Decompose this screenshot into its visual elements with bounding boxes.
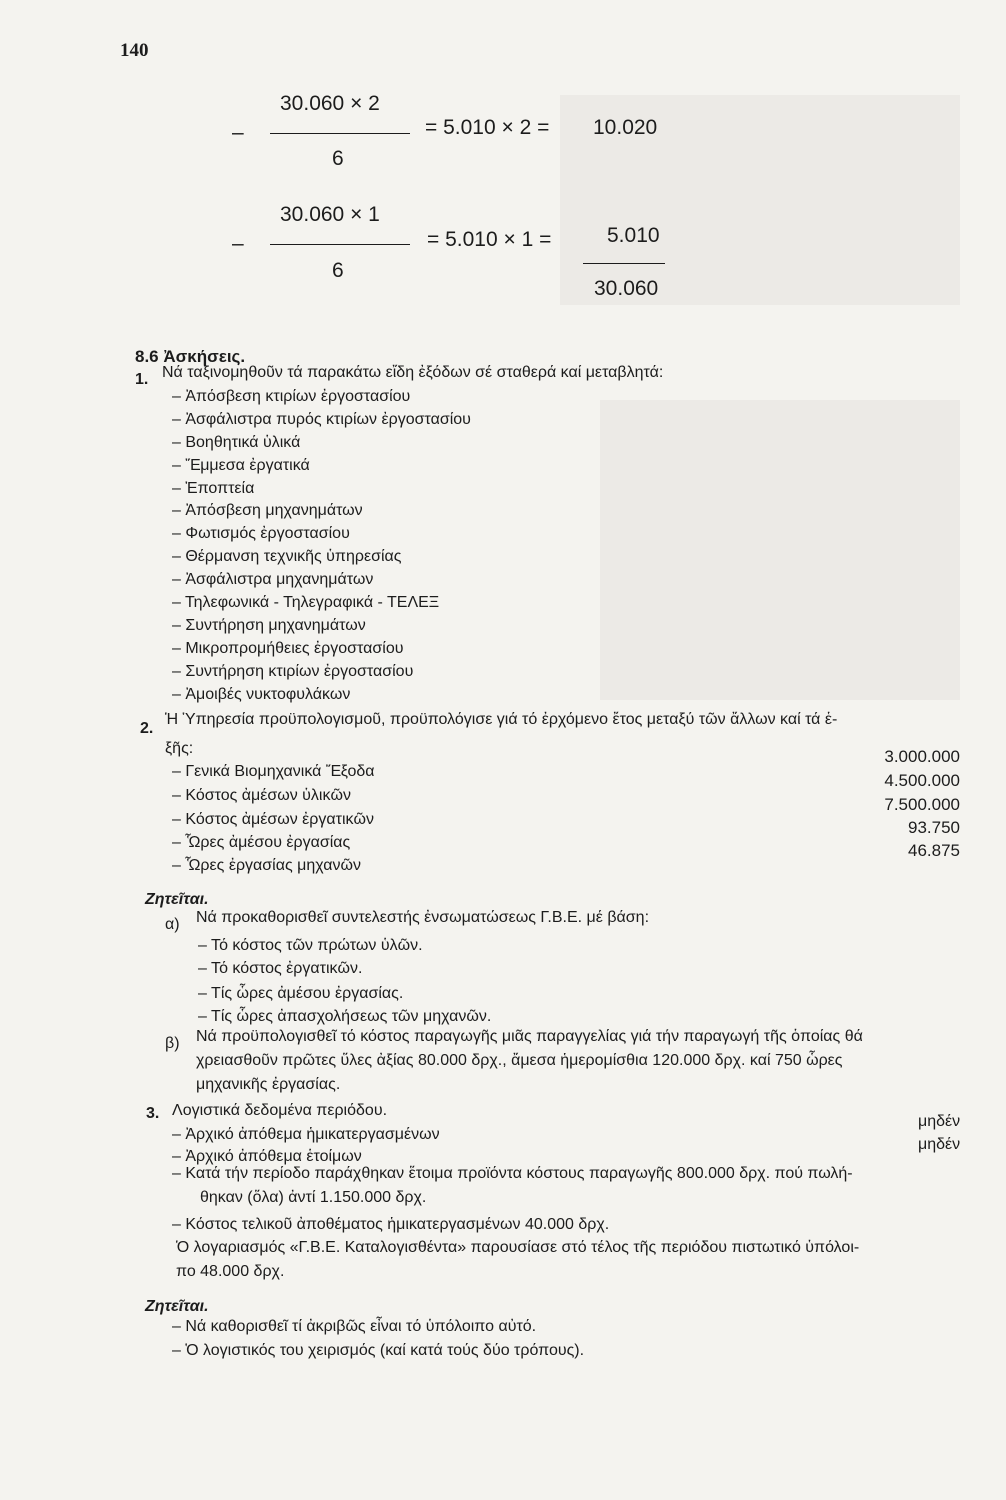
- list-item: – Τίς ὧρες ἀπασχολήσεως τῶν μηχανῶν.: [198, 1008, 492, 1025]
- list-item: – Νά καθορισθεῖ τί ἀκριβῶς εἶναι τό ὑπόλοιπο αὐτό.: [172, 1318, 537, 1335]
- list-item: – Ἀπόσβεση κτιρίων ἐργοστασίου: [172, 388, 411, 405]
- ex3-item3-line1: – Κατά τήν περίοδο παράχθηκαν ἕτοιμα προϊόντα κόστους παραγωγῆς 800.000 δρχ. πού πωλή-: [172, 1165, 853, 1182]
- ex2-item-value: 93.750: [908, 818, 960, 837]
- ex2-b-label: β): [165, 1035, 180, 1052]
- ex3-item1-value: μηδέν: [918, 1113, 961, 1130]
- ex3-item3-line2: θηκαν (ὅλα) ἀντί 1.150.000 δρχ.: [200, 1189, 427, 1206]
- ex2-item-label: – Κόστος ἀμέσων ἐργατικῶν: [172, 811, 375, 828]
- list-item: – Ἀμοιβές νυκτοφυλάκων: [172, 685, 351, 703]
- ex2-intro-line1: Ἡ Ὑπηρεσία προϋπολογισμοῦ, προϋπολόγισε γιά τό ἐρχόμενο ἔτος μεταξύ τῶν ἄλλων καί τά ἑ-: [165, 711, 838, 728]
- ex2-item-label: – Κόστος ἀμέσων ὑλικῶν: [172, 787, 351, 804]
- calc-row1-value: 10.020: [593, 116, 658, 139]
- list-item: – Ἀσφάλιστρα πυρός κτιρίων ἐργοστασίου: [172, 410, 471, 428]
- calc-total-rule: [583, 263, 665, 264]
- ex2-b-line2: χρειασθοῦν πρῶτες ὕλες ἀξίας 80.000 δρχ., ἄμεσα ἡμερομίσθια 120.000 δρχ. καί 750 ὧρες: [196, 1052, 843, 1069]
- ex3-item2-value: μηδέν: [918, 1136, 961, 1153]
- calc-row2-value: 5.010: [607, 224, 660, 247]
- ex2-item-value: 7.500.000: [884, 795, 960, 814]
- ex2-item-value: 46.875: [908, 841, 960, 860]
- calc-row2-denominator: 6: [332, 259, 344, 282]
- ex3-note-line2: πο 48.000 δρχ.: [176, 1263, 285, 1280]
- list-item: – Ἀσφάλιστρα μηχανημάτων: [172, 571, 374, 589]
- list-item: – Τό κόστος τῶν πρώτων ὑλῶν.: [198, 937, 423, 954]
- ex2-intro-line2: ξῆς:: [165, 740, 194, 757]
- list-item: – Συντήρηση μηχανημάτων: [172, 616, 366, 634]
- calc-row1-denominator: 6: [332, 147, 344, 170]
- list-item: – Τίς ὧρες ἀμέσου ἐργασίας.: [198, 985, 404, 1002]
- list-item: – Ἀπόσβεση μηχανημάτων: [172, 502, 363, 520]
- ex1-list: [172, 386, 471, 706]
- calc-row1-result: = 5.010 × 2 =: [425, 116, 550, 139]
- list-item: – Ἐποπτεία: [172, 479, 255, 497]
- ex3-item2: – Ἀρχικό ἀπόθεμα ἑτοίμων: [172, 1148, 362, 1165]
- section-title: 8.6 Ἀσκήσεις.: [135, 347, 246, 366]
- ex3-intro: Λογιστικά δεδομένα περιόδου.: [172, 1102, 388, 1119]
- list-item: – Τηλεφωνικά - Τηλεγραφικά - ΤΕΛΕΞ: [172, 594, 440, 612]
- ex1-number: 1.: [135, 371, 149, 388]
- list-item: – Τό κόστος ἐργατικῶν.: [198, 960, 363, 977]
- ex2-a-label: α): [165, 916, 180, 933]
- ex2-item-label: – Ὧρες ἐργασίας μηχανῶν: [172, 857, 361, 874]
- calc-row2-minus: –: [232, 232, 244, 255]
- calc-row1-minus: –: [232, 121, 244, 144]
- ex3-required-heading: Ζητεῖται.: [145, 1298, 209, 1315]
- ex2-required-heading: Ζητεῖται.: [145, 891, 209, 908]
- list-item: – Συντήρηση κτιρίων ἐργοστασίου: [172, 662, 414, 680]
- ex3-item4: – Κόστος τελικοῦ ἀποθέματος ἡμικατεργασμένων 40.000 δρχ.: [172, 1216, 610, 1233]
- ex3-note-line1: Ὁ λογαριασμός «Γ.Β.Ε. Καταλογισθέντα» παρουσίασε στό τέλος τῆς περιόδου πιστωτικό ὑπόλοι-: [176, 1239, 860, 1256]
- calc-row2-result: = 5.010 × 1 =: [427, 228, 552, 251]
- ex2-a-text: Νά προκαθορισθεῖ συντελεστής ἐνσωματώσεως Γ.Β.Ε. μέ βάση:: [196, 909, 650, 926]
- calc-row2-numerator: 30.060 × 1: [280, 203, 380, 226]
- ex2-item-label: – Γενικά Βιομηχανικά Ἔξοδα: [172, 763, 375, 780]
- calc-row1-numerator: 30.060 × 2: [280, 92, 380, 115]
- ex2-b-line1: Νά προϋπολογισθεῖ τό κόστος παραγωγῆς μιᾶς παραγγελίας γιά τήν παραγωγή τῆς ὁποίας θά: [196, 1028, 863, 1045]
- list-item: – Θέρμανση τεχνικῆς ὑπηρεσίας: [172, 548, 402, 566]
- ex2-item-label: – Ὧρες ἀμέσου ἐργασίας: [172, 834, 351, 851]
- page-number: 140: [120, 40, 149, 61]
- calc-total: 30.060: [594, 277, 659, 300]
- ex2-item-value: 4.500.000: [884, 771, 960, 790]
- ex2-number: 2.: [140, 720, 154, 737]
- list-item: – Φωτισμός ἐργοστασίου: [172, 525, 350, 543]
- ex2-b-line3: μηχανικῆς ἐργασίας.: [196, 1076, 341, 1093]
- ex2-item-value: 3.000.000: [884, 747, 960, 766]
- bleed-through-block: [600, 400, 960, 700]
- list-item: – Βοηθητικά ὑλικά: [172, 433, 301, 451]
- ex3-item1: – Ἀρχικό ἀπόθεμα ἡμικατεργασμένων: [172, 1126, 440, 1143]
- calc-row2-fraction-bar: [270, 244, 410, 245]
- ex3-number: 3.: [146, 1105, 160, 1122]
- list-item: – Μικροπρομήθειες ἐργοστασίου: [172, 639, 404, 657]
- calc-row1-fraction-bar: [270, 133, 410, 134]
- ex1-intro: Νά ταξινομηθοῦν τά παρακάτω εἴδη ἐξόδων σέ σταθερά καί μεταβλητά:: [162, 364, 664, 381]
- list-item: – Ἔμμεσα ἐργατικά: [172, 456, 310, 474]
- list-item: – Ὁ λογιστικός του χειρισμός (καί κατά τούς δύο τρόπους).: [172, 1342, 585, 1359]
